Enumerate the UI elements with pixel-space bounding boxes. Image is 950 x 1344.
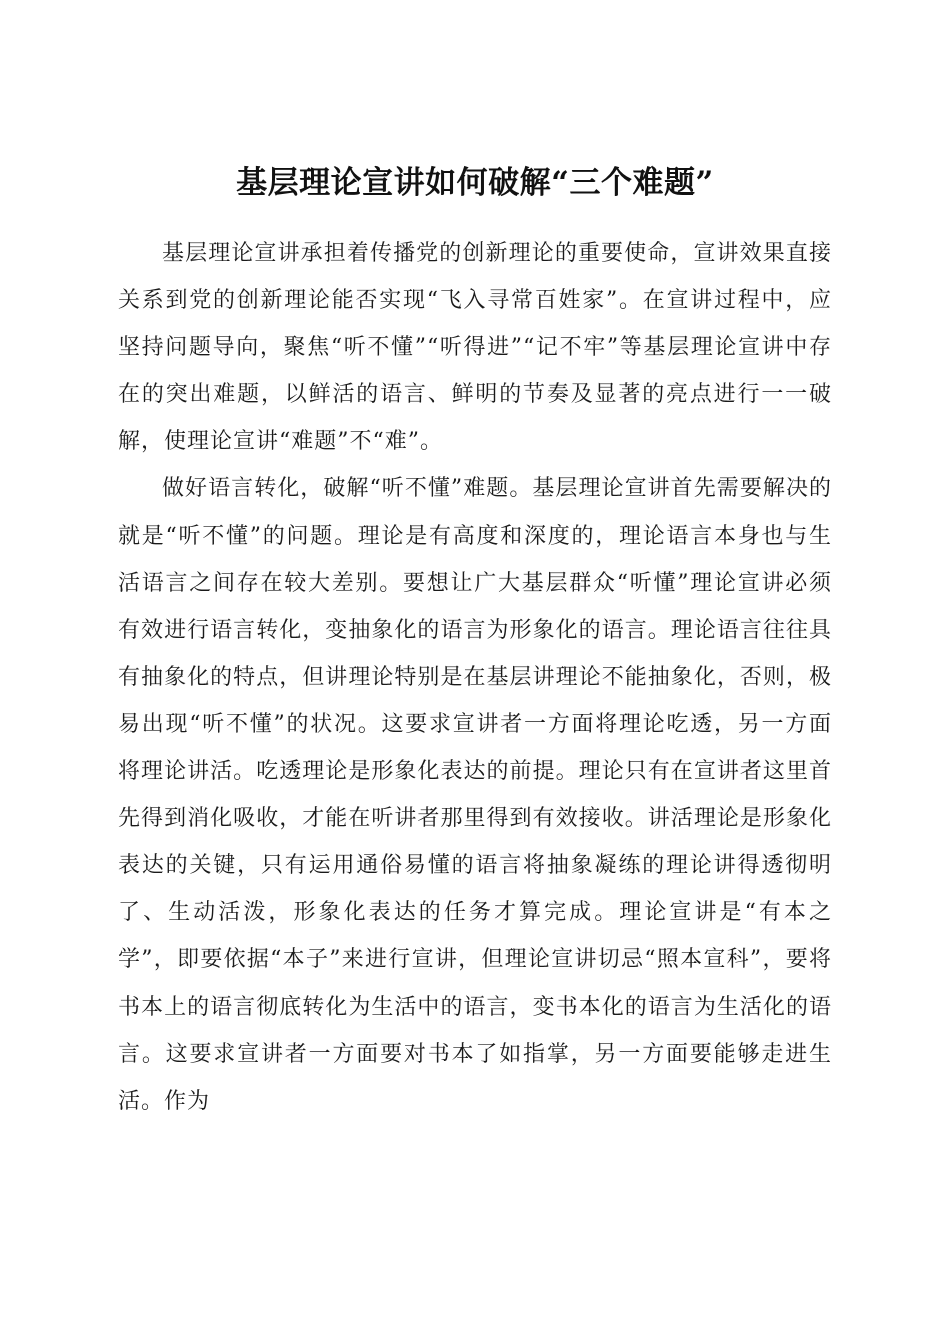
document-title: 基层理论宣讲如何破解“三个难题” <box>236 164 714 201</box>
paragraph-language-conversion: 做好语言转化，破解“听不懂”难题。基层理论宣讲首先需要解决的就是“听不懂”的问题。理论是有高度和深度的，理论语言本身也与生活语言之间存在较大差别。要想让广大基层群众“听懂”理论宣讲必须有效进行语言转化，变抽象化的语言为形象化的语言。理论语言往往具有抽象化的特点，但讲理论特别是在基层讲理论不能抽象化，否则，极易出现“听不懂”的状况。这要求宣讲者一方面将理论吃透，另一方面将理论讲活。吃透理论是形象化表达的前提。理论只有在宣讲者这里首先得到消化吸收，才能在听讲者那里得到有效接收。讲活理论是形象化表达的关键，只有运用通俗易懂的语言将抽象凝练的理论讲得透彻明了、生动活泼，形象化表达的任务才算完成。理论宣讲是“有本之学”，即要依据“本子”来进行宣讲，但理论宣讲切忌“照本宣科”，要将书本上的语言彻底转化为生活中的语言，变书本化的语言为生活化的语言。这要求宣讲者一方面要对书本了如指掌，另一方面要能够走进生活。作为 <box>118 476 832 1114</box>
document-body <box>118 230 832 1125</box>
paragraph-intro: 基层理论宣讲承担着传播党的创新理论的重要使命，宣讲效果直接关系到党的创新理论能否实现“飞入寻常百姓家”。在宣讲过程中，应坚持问题导向，聚焦“听不懂”“听得进”“记不牢”等基层理论宣讲中存在的突出难题，以鲜活的语言、鲜明的节奏及显著的亮点进行一一破解，使理论宣讲“难题”不“难”。 <box>118 241 832 455</box>
